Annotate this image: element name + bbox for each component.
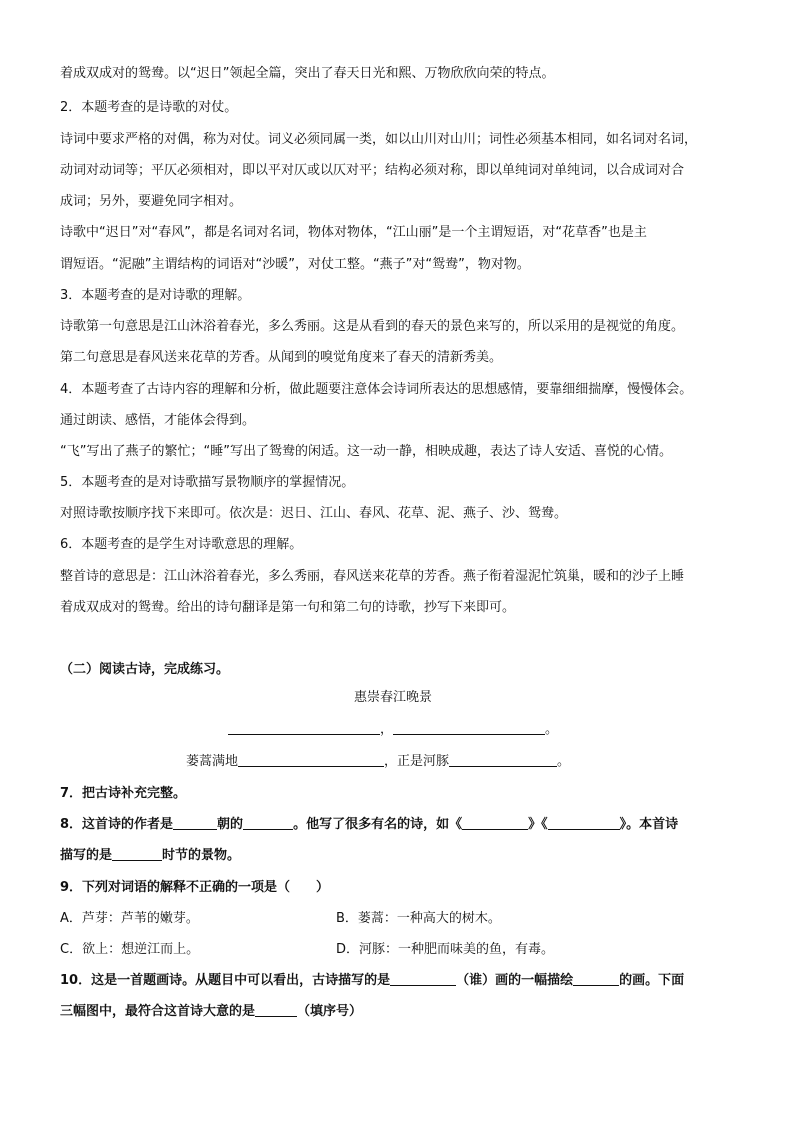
analysis-line: “飞”写出了燕子的繁忙；“睡”写出了鸳鸯的闲适。这一动一静，相映成趣，表达了诗人安适、喜悦的心情。 (60, 444, 672, 459)
analysis-line: 谓短语。“泥融”主谓结构的词语对“沙暖”，对仗工整。“燕子”对“鸳鸯”，物对物。 (60, 257, 530, 272)
q10-text: （填序号） (297, 1004, 363, 1019)
option-d[interactable]: D．河豚：一种肥而味美的鱼，有毒。 (336, 942, 555, 957)
q8-text: 时节的景物。 (162, 848, 241, 863)
poem-blank[interactable] (393, 720, 545, 735)
poem-period: 。 (545, 722, 559, 737)
q10-text: （谁）画的一幅描绘 (456, 973, 574, 988)
poem-blank[interactable] (228, 720, 380, 735)
question-7: 7．把古诗补充完整。 (60, 786, 187, 801)
question-8-line-2 (60, 846, 240, 866)
analysis-line: 第二句意思是春风送来花草的芳香。从闻到的嗅觉角度来了春天的清新秀美。 (60, 350, 503, 365)
answer-blank[interactable] (255, 1002, 297, 1017)
poem-blank[interactable] (449, 752, 557, 767)
answer-blank[interactable] (548, 815, 620, 830)
answer-blank[interactable] (462, 815, 528, 830)
analysis-line: 诗歌中“迟日”对“春风”，都是名词对名词，物体对物体，“江山丽”是一个主谓短语，对“花草香”也是主 (60, 225, 647, 240)
answer-blank[interactable] (173, 815, 217, 830)
answer-blank[interactable] (390, 971, 456, 986)
q8-text: 8．这首诗的作者是 (60, 817, 174, 832)
analysis-line: 诗歌第一句意思是江山沐浴着春光，多么秀丽。这是从看到的春天的景色来写的，所以采用的是视觉的角度。 (60, 319, 685, 334)
analysis-line: 动词对动词等；平仄必须相对，即以平对仄或以仄对平；结构必须对称，即以单纯词对单纯词，以合成词对合 (60, 163, 685, 178)
analysis-line: 整首诗的意思是：江山沐浴着春光，多么秀丽，春风送来花草的芳香。燕子衔着湿泥忙筑巢，暖和的沙子上睡 (60, 569, 685, 584)
poem-text: ，正是河豚 (384, 754, 450, 769)
analysis-line: 成词；另外，要避免同字相对。 (60, 194, 243, 209)
q8-text: 》。本首诗 (619, 817, 679, 832)
analysis-line: 对照诗歌按顺序找下来即可。依次是：迟日、江山、春风、花草、泥、燕子、沙、鸳鸯。 (60, 506, 568, 521)
poem-period: 。 (557, 754, 571, 769)
poem-line-1 (228, 720, 558, 740)
analysis-line: 着成双成对的鸳鸯。给出的诗句翻译是第一句和第二句的诗歌，抄写下来即可。 (60, 600, 516, 615)
answer-blank[interactable] (112, 846, 162, 861)
question-10-line-2 (60, 1002, 362, 1022)
q8-text: 描写的是 (60, 848, 113, 863)
q3-analysis-heading: 3．本题考查的是对诗歌的理解。 (60, 288, 251, 303)
q4-analysis-heading: 4．本题考查了古诗内容的理解和分析，做此题要注意体会诗词所表达的思想感情，要靠细细揣摩，慢慢体会。 (60, 382, 693, 397)
poem-title: 惠崇春江晚景 (354, 690, 433, 705)
q2-analysis-heading: 2．本题考查的是诗歌的对仗。 (60, 100, 238, 115)
analysis-line: 着成双成对的鸳鸯。以“迟日”领起全篇，突出了春天日光和熙、万物欣欣向荣的特点。 (60, 66, 555, 81)
q10-text: 三幅图中，最符合这首诗大意的是 (60, 1004, 256, 1019)
question-8 (60, 815, 678, 835)
q10-text: 10．这是一首题画诗。从题目中可以看出，古诗描写的是 (60, 973, 391, 988)
q5-analysis-heading: 5．本题考查的是对诗歌描写景物顺序的掌握情况。 (60, 475, 355, 490)
option-b[interactable]: B．蒌蒿：一种高大的树木。 (336, 911, 501, 926)
analysis-line: 诗词中要求严格的对偶，称为对仗。词义必须同属一类，如以山川对山川；词性必须基本相同，如名词对名词， (60, 132, 698, 147)
q8-text: 朝的 (217, 817, 244, 832)
question-10 (60, 971, 684, 991)
poem-text: 蒌蒿满地 (186, 754, 239, 769)
q8-text: 。他写了很多有名的诗，如《 (293, 817, 463, 832)
poem-blank[interactable] (238, 752, 384, 767)
option-a[interactable]: A．芦芽：芦苇的嫩芽。 (60, 911, 199, 926)
analysis-line: 通过朗读、感悟，才能体会得到。 (60, 413, 256, 428)
option-c[interactable]: C．欲上：想逆江而上。 (60, 942, 200, 957)
q6-analysis-heading: 6．本题考查的是学生对诗歌意思的理解。 (60, 537, 303, 552)
q10-text: 的画。下面 (619, 973, 685, 988)
answer-blank[interactable] (573, 971, 619, 986)
poem-comma: ， (380, 722, 394, 737)
q8-text: 》《 (528, 817, 548, 832)
poem-line-2 (186, 752, 570, 772)
question-9: 9．下列对词语的解释不正确的一项是（ ） (60, 880, 330, 895)
section-heading: （二）阅读古诗，完成练习。 (60, 662, 230, 677)
answer-blank[interactable] (243, 815, 293, 830)
